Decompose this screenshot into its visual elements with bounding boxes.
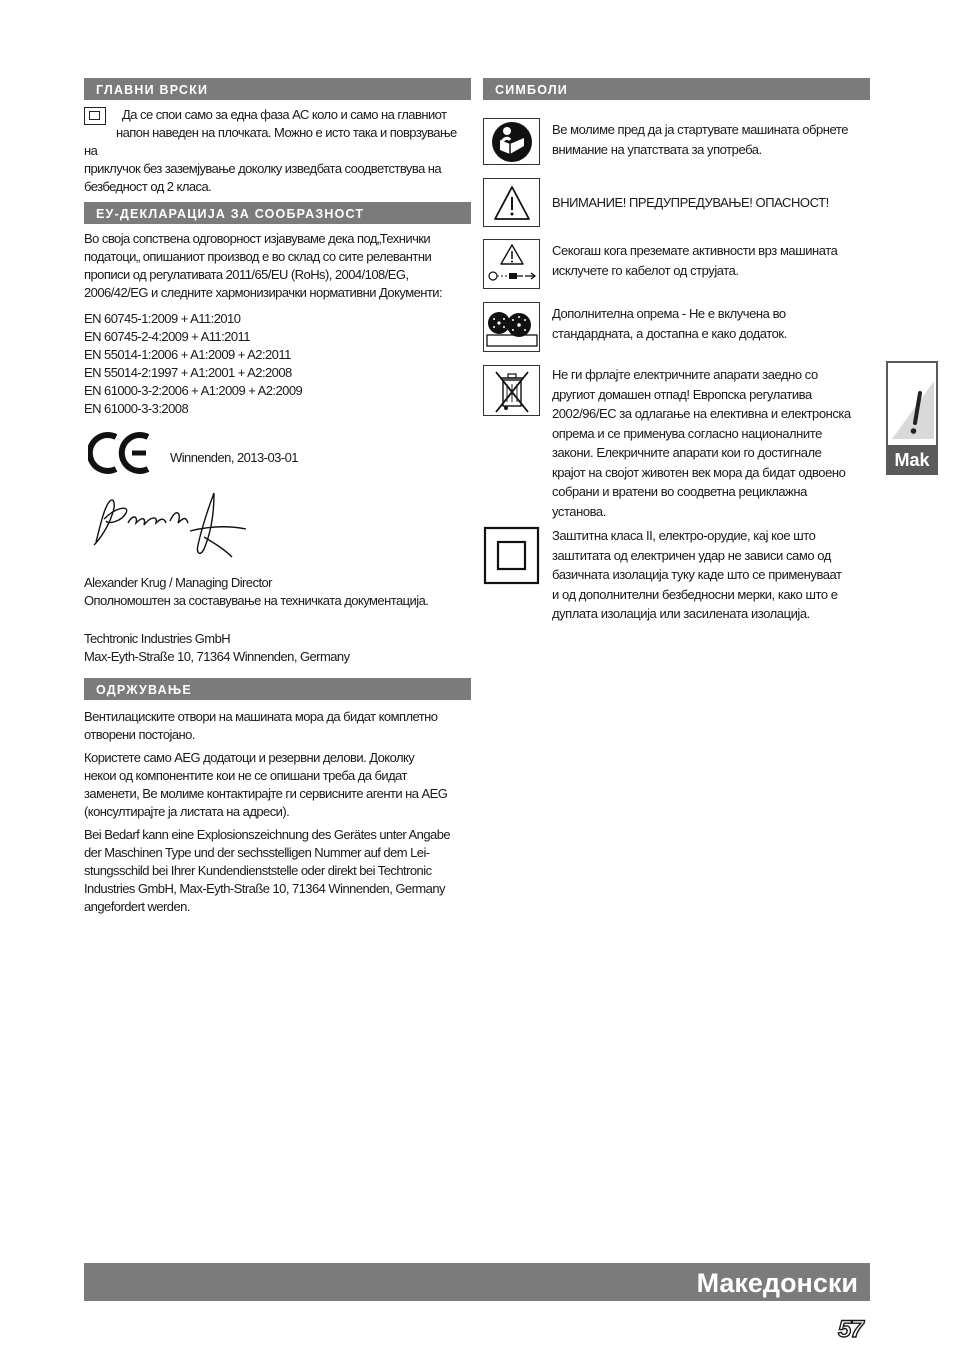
symbol-description	[552, 302, 787, 343]
accessory-discs-icon	[483, 302, 540, 352]
page-number: 57	[838, 1316, 863, 1343]
language-tab[interactable]	[886, 361, 938, 475]
company-name: Techtronic Industries GmbH	[84, 631, 231, 646]
text-line: Bei Bedarf kann eine Explosionszeichnung des Gerätes unter Angabe	[84, 827, 451, 842]
text-line: базичната изолација туку каде што се применуваат	[552, 567, 842, 582]
text-line: напон наведен на плочката. Можно е исто така и поврзување на	[84, 125, 457, 158]
text-line: Да се спои само за една фаза АС коло и само на главниот	[122, 107, 447, 122]
text-line: прописи од регулативата 2011/65/EU (RoHs), 2004/108/EG,	[84, 267, 409, 282]
place-date: Winnenden, 2013-03-01	[170, 450, 298, 465]
text-line: стандардната, а достапна е како додаток.	[552, 325, 787, 341]
text-line: Секогаш кога преземате активности врз машината	[552, 243, 838, 258]
text-line: 2002/96/ЕС за одлагање на елективна и електронска	[552, 406, 851, 421]
text-line: отворени постојано.	[84, 727, 195, 742]
standard-item: EN 55014-1:2006 + A1:2009 + A2:2011	[84, 347, 291, 362]
text-line: установа.	[552, 503, 606, 519]
text-line: Користете само AEG додатоци и резервни делови. Доколку	[84, 750, 415, 765]
right-column	[483, 78, 870, 624]
symbol-row	[483, 365, 870, 521]
text-line: некои од компонентите кои не се опишани треба да бидат	[84, 768, 407, 783]
standard-item: EN 55014-2:1997 + A1:2001 + A2:2008	[84, 365, 292, 380]
text-line: Во своја сопствена одговорност изјавуваме дека под„Технички	[84, 231, 431, 246]
symbol-description	[552, 178, 829, 213]
text-line: собрани и вратени во соодветна рециклажна	[552, 484, 807, 499]
symbol-description	[552, 239, 837, 280]
footer-language-bar: Македонски	[84, 1263, 870, 1301]
text-line: опрема и се применува согласно националните	[552, 425, 822, 441]
text-line: внимание на упатствата за употреба.	[552, 141, 762, 157]
standard-item: EN 60745-2-4:2009 + A11:2011	[84, 329, 250, 344]
signatory: Alexander Krug / Managing Director	[84, 575, 272, 590]
maintenance-heading: ОДРЖУВАЊЕ	[84, 678, 471, 700]
standards-list	[84, 310, 471, 418]
text-line: Заштитна класа II, електро-орудие, кај кое што	[552, 528, 816, 543]
symbol-row	[483, 239, 870, 289]
standard-item: EN 61000-3-2:2006 + A1:2009 + A2:2009	[84, 383, 303, 398]
weee-crossed-bin-icon	[483, 365, 540, 416]
main-connections-text	[84, 106, 471, 194]
warning-triangle-icon	[483, 178, 540, 227]
text-line: безбедност од 2 класа.	[84, 179, 212, 194]
company-address: Max-Eyth-Straße 10, 71364 Winnenden, Germany	[84, 649, 350, 664]
authorized-person: Ополномоштен за составување на техничката документација.	[84, 593, 429, 608]
text-line: закони. Елекричните апарати кои го достигнале	[552, 445, 822, 460]
eu-declaration-section	[84, 202, 471, 666]
text-line: заштитата од електричен удар не зависи само од	[552, 547, 831, 563]
text-line: приклучок без заземјување доколку изведбата соодветствува на	[84, 161, 442, 176]
maintenance-paragraph	[84, 749, 471, 821]
maintenance-paragraph	[84, 826, 471, 916]
text-line: stungsschild bei Ihrer Kundendienststelle oder direkt bei Techtronic	[84, 863, 432, 878]
text-line: Industries GmbH, Max-Eyth-Straße 10, 71364 Winnenden, Germany	[84, 881, 445, 896]
main-connections-heading: ГЛАВНИ ВРСКИ	[84, 78, 471, 100]
text-line: податоци„ опишаниот производ е во склад со сите релевантни	[84, 249, 432, 264]
class-ii-insulation-icon	[483, 526, 540, 585]
symbol-description	[552, 526, 842, 624]
signatory-block	[84, 574, 471, 666]
text-line: заменети, Ве молиме контактирајте ги сервисните агенти на AEG	[84, 786, 448, 801]
symbol-row	[483, 302, 870, 352]
text-line: der Maschinen Type und der sechsstelligen Nummer auf dem Lei-	[84, 845, 430, 860]
text-line: исклучете го кабелот од струјата.	[552, 262, 739, 278]
declaration-intro	[84, 230, 471, 302]
text-line: дуплата изолација или засилената изолација.	[552, 606, 810, 621]
symbol-row	[483, 178, 870, 227]
language-tab-label: Mak	[894, 450, 930, 470]
ce-mark-icon	[88, 431, 152, 475]
symbol-row	[483, 118, 870, 165]
standard-item: EN 60745-1:2009 + A11:2010	[84, 311, 241, 326]
ce-row	[84, 429, 471, 487]
symbol-row	[483, 526, 870, 624]
read-manual-icon	[483, 118, 540, 165]
text-line: крајот на својот животен век мора да бидат одвоено	[552, 464, 846, 480]
standard-item: EN 61000-3-3:2008	[84, 401, 189, 416]
eu-declaration-heading: ЕУ-ДЕКЛАРАЦИЈА ЗА СООБРАЗНОСТ	[84, 202, 471, 224]
text-line: Дополнителна опрема - Не е вклучена во	[552, 306, 786, 321]
tab-warning-panel	[888, 363, 936, 445]
exclamation-triangle-icon	[888, 363, 936, 445]
left-column	[84, 78, 471, 921]
main-connections-section	[84, 78, 471, 194]
text-line: (консултирајте ја листата на адреси).	[84, 804, 290, 819]
symbols-heading: СИМБОЛИ	[483, 78, 870, 100]
symbol-description	[552, 365, 851, 521]
text-line: 2006/42/EG и следните хармонизирачки нормативни Документи:	[84, 285, 443, 300]
text-line: Не ги фрлајте електричните апарати заедно со	[552, 367, 818, 382]
unplug-warning-icon	[483, 239, 540, 289]
text-line: и од дополнителни безбедносни мерки, како што е	[552, 586, 838, 602]
maintenance-paragraph	[84, 708, 471, 744]
symbol-description	[552, 118, 848, 159]
text-line: Вентилациските отвори на машината мора да бидат комплетно	[84, 709, 438, 724]
maintenance-section	[84, 678, 471, 916]
text-line: ВНИМАНИЕ! ПРЕДУПРЕДУВАЊЕ! ОПАСНОСТ!	[552, 195, 829, 210]
text-line: другиот домашен отпад! Европска регулатива	[552, 386, 812, 402]
signature-icon	[86, 487, 256, 567]
text-line: Ве молиме пред да ја стартувате машината обрнете	[552, 122, 848, 137]
class-ii-inline-icon	[84, 107, 106, 125]
text-line: angefordert werden.	[84, 899, 190, 914]
